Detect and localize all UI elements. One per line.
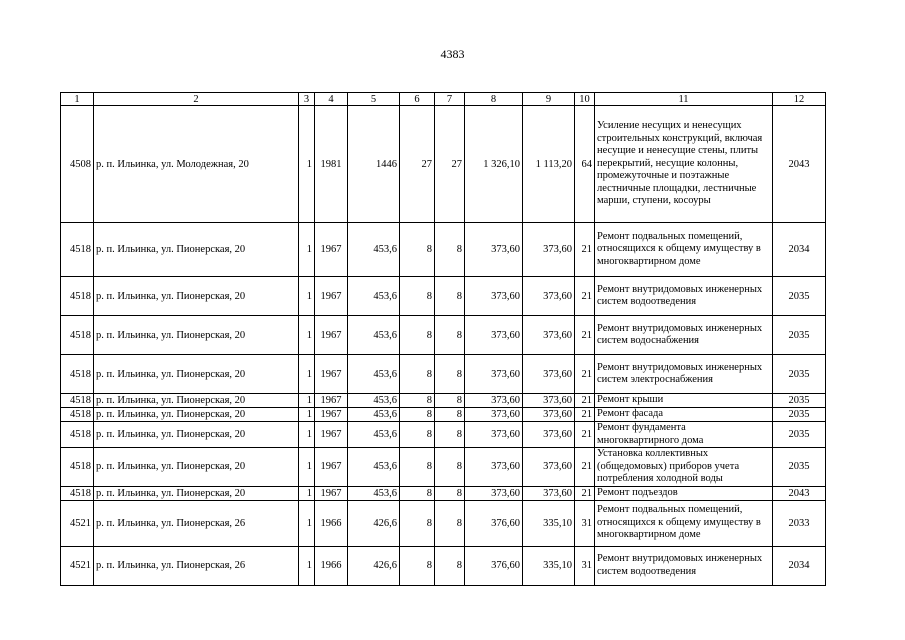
- column-header: 9: [523, 93, 575, 106]
- table-row: [61, 355, 826, 394]
- cell-c7: 8: [435, 500, 465, 546]
- cell-plan-year: 2035: [773, 394, 826, 408]
- cell-year: 1967: [315, 394, 348, 408]
- column-header: 10: [575, 93, 595, 106]
- column-header: 3: [299, 93, 315, 106]
- cell-plan-year: 2043: [773, 486, 826, 500]
- cell-c7: 8: [435, 277, 465, 316]
- cell-area: 453,6: [348, 408, 400, 422]
- cell-address: р. п. Ильинка, ул. Пионерская, 20: [94, 408, 299, 422]
- cell-work: Ремонт фасада: [595, 408, 773, 422]
- cell-c10: 31: [575, 500, 595, 546]
- cell-c8: 373,60: [465, 277, 523, 316]
- cell-c3: 1: [299, 106, 315, 223]
- cell-area: 453,6: [348, 355, 400, 394]
- cell-c8: 373,60: [465, 422, 523, 448]
- cell-c8: 1 326,10: [465, 106, 523, 223]
- cell-plan-year: 2034: [773, 546, 826, 585]
- cell-c10: 64: [575, 106, 595, 223]
- cell-plan-year: 2035: [773, 355, 826, 394]
- cell-c9: 373,60: [523, 448, 575, 487]
- cell-plan-year: 2043: [773, 106, 826, 223]
- cell-c8: 376,60: [465, 546, 523, 585]
- cell-area: 453,6: [348, 277, 400, 316]
- cell-c7: 8: [435, 223, 465, 277]
- column-header: 1: [61, 93, 94, 106]
- cell-c10: 21: [575, 394, 595, 408]
- cell-c6: 8: [400, 408, 435, 422]
- cell-year: 1967: [315, 316, 348, 355]
- table-body: [61, 106, 826, 586]
- cell-c6: 8: [400, 223, 435, 277]
- cell-c10: 31: [575, 546, 595, 585]
- cell-address: р. п. Ильинка, ул. Пионерская, 20: [94, 355, 299, 394]
- cell-year: 1966: [315, 546, 348, 585]
- table-row: [61, 422, 826, 448]
- cell-c9: 373,60: [523, 486, 575, 500]
- cell-c7: 8: [435, 448, 465, 487]
- cell-plan-year: 2035: [773, 448, 826, 487]
- table-row: [61, 546, 826, 585]
- cell-year: 1967: [315, 408, 348, 422]
- cell-address: р. п. Ильинка, ул. Молодежная, 20: [94, 106, 299, 223]
- cell-c6: 8: [400, 394, 435, 408]
- cell-c10: 21: [575, 223, 595, 277]
- cell-address: р. п. Ильинка, ул. Пионерская, 20: [94, 422, 299, 448]
- cell-c3: 1: [299, 223, 315, 277]
- cell-c3: 1: [299, 500, 315, 546]
- cell-address: р. п. Ильинка, ул. Пионерская, 20: [94, 448, 299, 487]
- cell-work: Ремонт подвальных помещений, относящихся к общему имуществу в многоквартирном доме: [595, 223, 773, 277]
- cell-c3: 1: [299, 546, 315, 585]
- cell-c9: 373,60: [523, 408, 575, 422]
- cell-c9: 373,60: [523, 394, 575, 408]
- cell-address: р. п. Ильинка, ул. Пионерская, 20: [94, 394, 299, 408]
- cell-c3: 1: [299, 394, 315, 408]
- table-row: [61, 448, 826, 487]
- column-header: 2: [94, 93, 299, 106]
- cell-c9: 373,60: [523, 277, 575, 316]
- cell-area: 426,6: [348, 500, 400, 546]
- cell-id: 4521: [61, 500, 94, 546]
- cell-c10: 21: [575, 448, 595, 487]
- page-number: 4383: [440, 47, 465, 61]
- cell-id: 4518: [61, 355, 94, 394]
- cell-year: 1967: [315, 448, 348, 487]
- cell-c3: 1: [299, 448, 315, 487]
- cell-area: 453,6: [348, 422, 400, 448]
- cell-plan-year: 2035: [773, 422, 826, 448]
- cell-address: р. п. Ильинка, ул. Пионерская, 20: [94, 316, 299, 355]
- cell-work: Ремонт внутридомовых инженерных систем электроснабжения: [595, 355, 773, 394]
- header-row: [61, 93, 826, 106]
- cell-id: 4518: [61, 448, 94, 487]
- cell-address: р. п. Ильинка, ул. Пионерская, 26: [94, 500, 299, 546]
- cell-c6: 8: [400, 448, 435, 487]
- column-header: 6: [400, 93, 435, 106]
- cell-address: р. п. Ильинка, ул. Пионерская, 20: [94, 277, 299, 316]
- cell-c9: 373,60: [523, 422, 575, 448]
- cell-c7: 8: [435, 355, 465, 394]
- cell-work: Ремонт крыши: [595, 394, 773, 408]
- column-header: 7: [435, 93, 465, 106]
- table-row: [61, 277, 826, 316]
- cell-id: 4518: [61, 316, 94, 355]
- cell-c8: 373,60: [465, 316, 523, 355]
- table-row: [61, 223, 826, 277]
- cell-year: 1967: [315, 223, 348, 277]
- cell-plan-year: 2033: [773, 500, 826, 546]
- cell-id: 4518: [61, 486, 94, 500]
- cell-area: 1446: [348, 106, 400, 223]
- cell-c10: 21: [575, 408, 595, 422]
- cell-c3: 1: [299, 277, 315, 316]
- cell-c7: 27: [435, 106, 465, 223]
- cell-area: 426,6: [348, 546, 400, 585]
- cell-c6: 8: [400, 546, 435, 585]
- table-row: [61, 106, 826, 223]
- cell-c10: 21: [575, 486, 595, 500]
- cell-c9: 335,10: [523, 546, 575, 585]
- cell-address: р. п. Ильинка, ул. Пионерская, 20: [94, 486, 299, 500]
- column-header: 11: [595, 93, 773, 106]
- cell-address: р. п. Ильинка, ул. Пионерская, 20: [94, 223, 299, 277]
- cell-year: 1967: [315, 355, 348, 394]
- cell-area: 453,6: [348, 486, 400, 500]
- cell-work: Ремонт внутридомовых инженерных систем водоотведения: [595, 277, 773, 316]
- cell-plan-year: 2035: [773, 408, 826, 422]
- cell-c9: 1 113,20: [523, 106, 575, 223]
- cell-c3: 1: [299, 316, 315, 355]
- cell-area: 453,6: [348, 394, 400, 408]
- cell-id: 4518: [61, 408, 94, 422]
- cell-plan-year: 2034: [773, 223, 826, 277]
- cell-area: 453,6: [348, 223, 400, 277]
- cell-c9: 373,60: [523, 223, 575, 277]
- cell-c6: 8: [400, 277, 435, 316]
- cell-work: Ремонт внутридомовых инженерных систем водоснабжения: [595, 316, 773, 355]
- cell-c8: 373,60: [465, 355, 523, 394]
- cell-c10: 21: [575, 316, 595, 355]
- cell-id: 4518: [61, 277, 94, 316]
- cell-year: 1981: [315, 106, 348, 223]
- cell-address: р. п. Ильинка, ул. Пионерская, 26: [94, 546, 299, 585]
- cell-c7: 8: [435, 546, 465, 585]
- table-row: [61, 486, 826, 500]
- cell-c8: 373,60: [465, 394, 523, 408]
- cell-c7: 8: [435, 316, 465, 355]
- cell-c8: 373,60: [465, 223, 523, 277]
- cell-work: Ремонт подвальных помещений, относящихся к общему имуществу в многоквартирном доме: [595, 500, 773, 546]
- table-row: [61, 394, 826, 408]
- cell-c10: 21: [575, 277, 595, 316]
- cell-c8: 376,60: [465, 500, 523, 546]
- cell-year: 1967: [315, 486, 348, 500]
- cell-year: 1967: [315, 422, 348, 448]
- cell-c9: 373,60: [523, 316, 575, 355]
- cell-id: 4518: [61, 422, 94, 448]
- column-header: 5: [348, 93, 400, 106]
- cell-c10: 21: [575, 355, 595, 394]
- cell-id: 4518: [61, 223, 94, 277]
- cell-work: Ремонт подъездов: [595, 486, 773, 500]
- cell-c6: 8: [400, 316, 435, 355]
- cell-id: 4508: [61, 106, 94, 223]
- cell-c7: 8: [435, 422, 465, 448]
- cell-c6: 8: [400, 486, 435, 500]
- cell-plan-year: 2035: [773, 277, 826, 316]
- table-row: [61, 500, 826, 546]
- cell-c7: 8: [435, 486, 465, 500]
- cell-area: 453,6: [348, 316, 400, 355]
- column-header: 4: [315, 93, 348, 106]
- cell-c8: 373,60: [465, 486, 523, 500]
- cell-c3: 1: [299, 486, 315, 500]
- cell-work: Ремонт внутридомовых инженерных систем водоотведения: [595, 546, 773, 585]
- cell-year: 1967: [315, 277, 348, 316]
- cell-c8: 373,60: [465, 408, 523, 422]
- cell-year: 1966: [315, 500, 348, 546]
- capital-repair-table: [60, 92, 826, 586]
- cell-id: 4518: [61, 394, 94, 408]
- cell-work: Установка коллективных (общедомовых) приборов учета потребления холодной воды: [595, 448, 773, 487]
- cell-c3: 1: [299, 355, 315, 394]
- column-header: 8: [465, 93, 523, 106]
- column-header: 12: [773, 93, 826, 106]
- cell-c6: 8: [400, 422, 435, 448]
- cell-c9: 373,60: [523, 355, 575, 394]
- table-row: [61, 408, 826, 422]
- cell-c7: 8: [435, 408, 465, 422]
- table-row: [61, 316, 826, 355]
- cell-c6: 27: [400, 106, 435, 223]
- cell-work: Ремонт фундамента многоквартирного дома: [595, 422, 773, 448]
- cell-c10: 21: [575, 422, 595, 448]
- cell-c8: 373,60: [465, 448, 523, 487]
- cell-c3: 1: [299, 408, 315, 422]
- cell-c6: 8: [400, 500, 435, 546]
- cell-c9: 335,10: [523, 500, 575, 546]
- cell-work: Усиление несущих и ненесущих строительных конструкций, включая несущие и ненесущие стены, плиты перекрытий, несущие колонны, промежуточные и поэтажные лестничные площадки, лестничные марши, ступени, косоуры: [595, 106, 773, 223]
- cell-plan-year: 2035: [773, 316, 826, 355]
- cell-c6: 8: [400, 355, 435, 394]
- cell-id: 4521: [61, 546, 94, 585]
- cell-c3: 1: [299, 422, 315, 448]
- cell-c7: 8: [435, 394, 465, 408]
- cell-area: 453,6: [348, 448, 400, 487]
